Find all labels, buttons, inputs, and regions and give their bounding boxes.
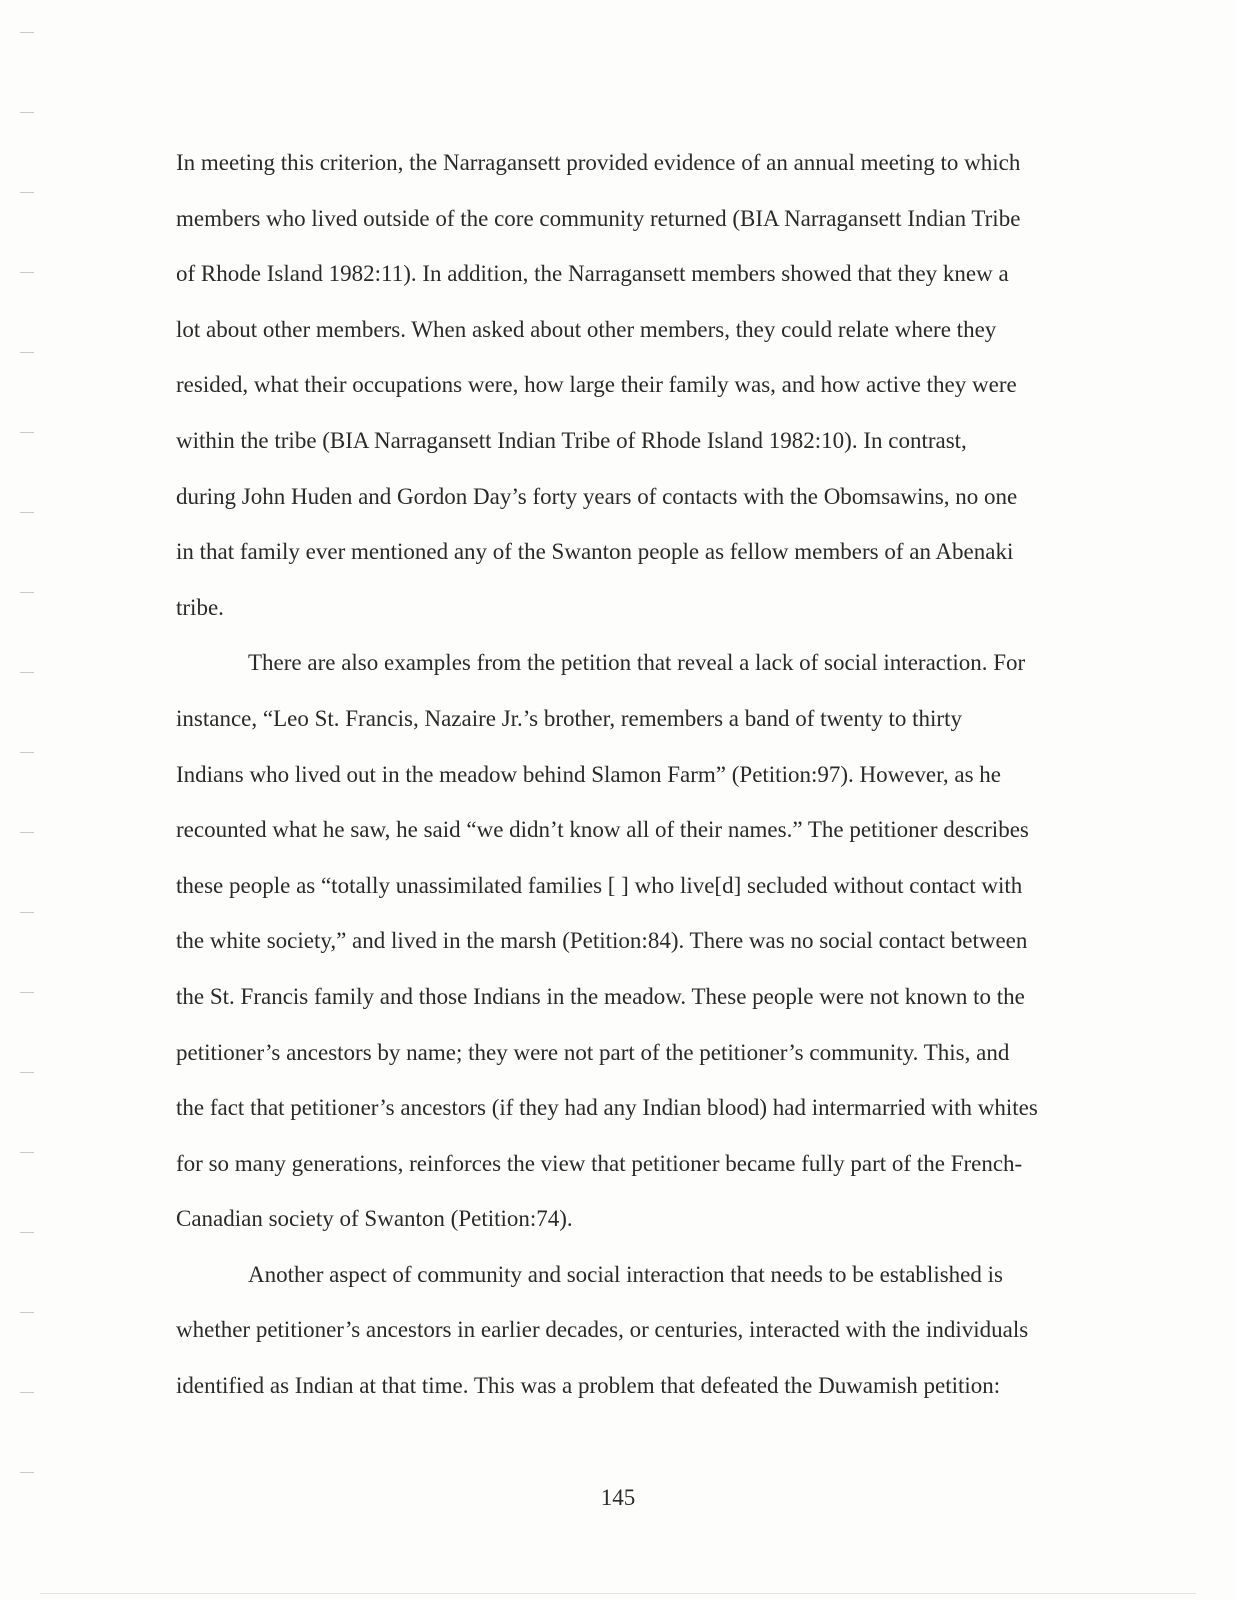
binding-tick (20, 912, 34, 913)
binding-tick (20, 32, 34, 33)
binding-tick (20, 992, 34, 993)
binding-tick (20, 1472, 34, 1473)
text-line: There are also examples from the petition that reveal a lack of social interaction. For (248, 650, 1026, 676)
text-line: whether petitioner’s ancestors in earlier decades, or centuries, interacted with the individuals (176, 1317, 1029, 1343)
scan-edge-line (40, 1593, 1196, 1594)
text-line: Another aspect of community and social interaction that needs to be established is (248, 1261, 1003, 1287)
binding-tick (20, 192, 34, 193)
text-line: recounted what he saw, he said “we didn’t know all of their names.” The petitioner describes (176, 817, 1029, 843)
text-line: in that family ever mentioned any of the Swanton people as fellow members of an Abenaki (176, 539, 1014, 565)
text-line: resided, what their occupations were, how large their family was, and how active they were (176, 372, 1017, 398)
binding-tick (20, 1152, 34, 1153)
text-line: In meeting this criterion, the Narragansett provided evidence of an annual meeting to which (176, 150, 1021, 175)
binding-tick (20, 1312, 34, 1313)
binding-tick (20, 1072, 34, 1073)
binding-tick (20, 432, 34, 433)
binding-tick (20, 272, 34, 273)
text-line: within the tribe (BIA Narragansett Indian Tribe of Rhode Island 1982:10). In contrast, (176, 427, 967, 453)
body-text (176, 135, 1076, 1414)
text-line: identified as Indian at that time. This was a problem that defeated the Duwamish petition: (176, 1373, 1001, 1399)
text-line: the St. Francis family and those Indians in the meadow. These people were not known to the (176, 983, 1025, 1009)
text-line: the fact that petitioner’s ancestors (if they had any Indian blood) had intermarried with whites (176, 1095, 1038, 1121)
text-line: lot about other members. When asked about other members, they could relate where they (176, 316, 997, 342)
paragraph-2 (176, 635, 1076, 1247)
text-line: the white society,” and lived in the marsh (Petition:84). There was no social contact between (176, 928, 1028, 954)
binding-tick (20, 832, 34, 833)
text-line: during John Huden and Gordon Day’s forty years of contacts with the Obomsawins, no one (176, 483, 1018, 509)
binding-tick (20, 512, 34, 513)
binding-tick (20, 1232, 34, 1233)
text-line: petitioner’s ancestors by name; they were not part of the petitioner’s community. This, and (176, 1039, 1010, 1065)
binding-margin (0, 0, 40, 1600)
text-line: Indians who lived out in the meadow behind Slamon Farm” (Petition:97). However, as he (176, 761, 1002, 787)
binding-tick (20, 752, 34, 753)
text-line: tribe. (176, 594, 224, 620)
binding-tick (20, 352, 34, 353)
text-line: these people as “totally unassimilated families [ ] who live[d] secluded without contact with (176, 872, 1023, 898)
paragraph-3 (176, 1247, 1076, 1414)
paragraph-1 (176, 135, 1076, 635)
binding-tick (20, 672, 34, 673)
binding-tick (20, 1392, 34, 1393)
text-line: instance, “Leo St. Francis, Nazaire Jr.’s brother, remembers a band of twenty to thirty (176, 705, 962, 731)
binding-tick (20, 112, 34, 113)
binding-tick (20, 592, 34, 593)
text-line: members who lived outside of the core community returned (BIA Narragansett Indian Tribe (176, 205, 1021, 231)
text-line: for so many generations, reinforces the view that petitioner became fully part of the French- (176, 1150, 1023, 1176)
text-line: Canadian society of Swanton (Petition:74). (176, 1206, 573, 1232)
text-line: of Rhode Island 1982:11). In addition, the Narragansett members showed that they knew a (176, 261, 1009, 287)
page-number: 145 (600, 1485, 636, 1510)
